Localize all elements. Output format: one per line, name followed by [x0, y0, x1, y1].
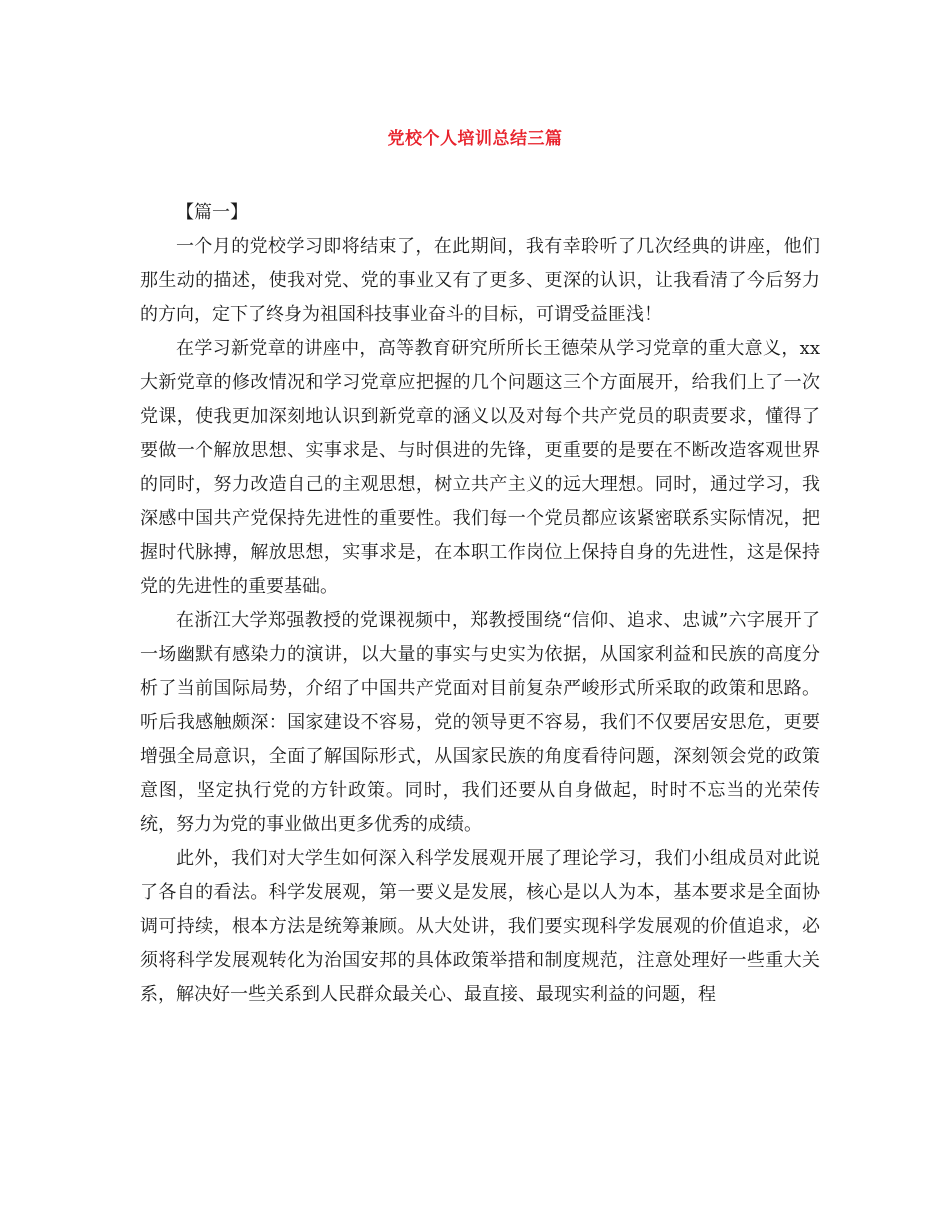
- paragraph-1: 一个月的党校学习即将结束了，在此期间，我有幸聆听了几次经典的讲座，他们那生动的描述，使我对党、党的事业又有了更多、更深的认识，让我看清了今后努力的方向，定下了终身为祖国科技事业奋斗的目标，可谓受益匪浅！: [140, 236, 820, 325]
- document-body: [140, 196, 820, 1012]
- paragraph-3: 在浙江大学郑强教授的党课视频中，郑教授围绕“信仰、追求、忠诚”六字展开了一场幽默有感染力的演讲，以大量的事实与史实为依据，从国家利益和民族的高度分析了当前国际局势，介绍了中国共产党面对目前复杂严峻形式所采取的政策和思路。听后我感触颇深：国家建设不容易，党的领导更不容易，我们不仅要居安思危，更要增强全局意识，全面了解国际形式，从国家民族的角度看待问题，深刻领会党的政策意图，坚定执行党的方针政策。同时，我们还要从自身做起，时时不忘当的光荣传统，努力为党的事业做出更多优秀的成绩。: [140, 610, 820, 835]
- document-title: 党校个人培训总结三篇: [387, 129, 563, 149]
- paragraph-4: 此外，我们对大学生如何深入科学发展观开展了理论学习，我们小组成员对此说了各自的看法。科学发展观，第一要义是发展，核心是以人为本，基本要求是全面协调可持续，根本方法是统筹兼顾。从大处讲，我们要实现科学发展观的价值追求，必须将科学发展观转化为治国安邦的具体政策举措和制度规范，注意处理好一些重大关系，解决好一些关系到人民群众最关心、最直接、最现实利益的问题，程: [140, 848, 820, 1005]
- section-label: 【篇一】: [176, 202, 248, 223]
- paragraph-2: 在学习新党章的讲座中，高等教育研究所所长王德荣从学习党章的重大意义，xx大新党章的修改情况和学习党章应把握的几个问题这三个方面展开，给我们上了一次党课，使我更加深刻地认识到新党章的涵义以及对每个共产党员的职责要求，懂得了要做一个解放思想、实事求是、与时俱进的先锋，更重要的是要在不断改造客观世界的同时，努力改造自己的主观思想，树立共产主义的远大理想。同时，通过学习，我深感中国共产党保持先进性的重要性。我们每一个党员都应该紧密联系实际情况，把握时代脉搏，解放思想，实事求是，在本职工作岗位上保持自身的先进性，这是保持党的先进性的重要基础。: [140, 338, 820, 597]
